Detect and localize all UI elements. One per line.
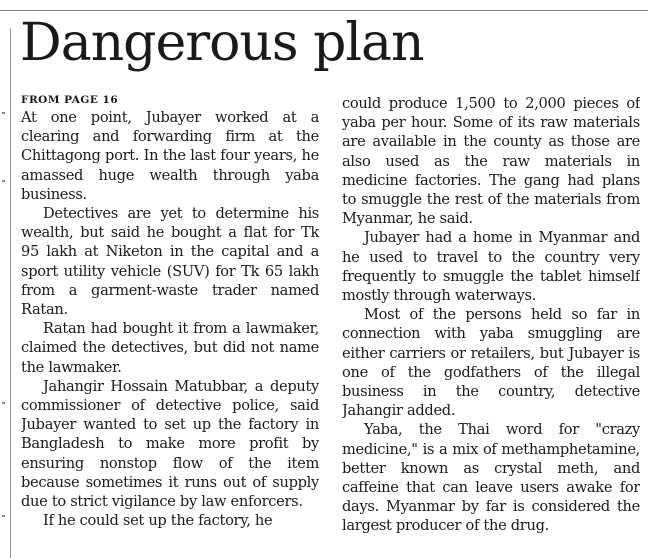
- column-rule: [10, 28, 11, 558]
- article-column-left: [21, 94, 319, 558]
- paragraph: If he could set up the factory, he: [43, 512, 273, 530]
- top-rule: [0, 10, 648, 11]
- paragraph: could produce 1,500 to 2,000 pieces of yaba per hour. Some of its raw materials are available in the county as those are also used as the raw materials in medicine factories. The gang had plans to smuggle the rest of the materials from Myanmar, he said.: [342, 95, 640, 228]
- paragraph: Jahangir Hossain Matubbar, a deputy commissioner of detective police, said Jubayer wanted to set up the factory in Bangladesh to make more profit by ensuring nonstop flow of the item because sometimes it runs out of supply due to strict vigilance by law enforcers.: [21, 377, 319, 511]
- edge-mark: [2, 180, 5, 182]
- paragraph: At one point, Jubayer worked at a clearing and forwarding firm at the Chittagong port. In the last four years, he amassed huge wealth through yaba business.: [21, 109, 319, 203]
- paragraph: Most of the persons held so far in connection with yaba smuggling are either carriers or retailers, but Jubayer is one of the godfathers of the illegal business in the country, detective Jahangir added.: [342, 306, 640, 420]
- edge-mark: [2, 402, 5, 404]
- article-column-right: [342, 94, 640, 558]
- edge-mark: [2, 112, 5, 114]
- jump-line: FROM PAGE 16: [21, 94, 119, 106]
- headline: Dangerous plan: [20, 13, 424, 73]
- paragraph: Jubayer had a home in Myanmar and he used to travel to the country very frequently to smuggle the tablet himself mostly through waterways.: [342, 229, 640, 305]
- paragraph: Detectives are yet to determine his wealth, but said he bought a flat for Tk 95 lakh at Niketon in the capital and a sport utility vehicle (SUV) for Tk 65 lakh from a garment-waste trader named Ratan.: [21, 205, 319, 319]
- paragraph: Ratan had bought it from a lawmaker, claimed the detectives, but did not name the lawmaker.: [21, 320, 319, 376]
- edge-mark: [2, 515, 5, 517]
- paragraph: Yaba, the Thai word for "crazy medicine," is a mix of methamphetamine, better known as crystal meth, and caffeine that can leave users awake for days. Myanmar by far is considered the largest producer of the drug.: [342, 421, 640, 535]
